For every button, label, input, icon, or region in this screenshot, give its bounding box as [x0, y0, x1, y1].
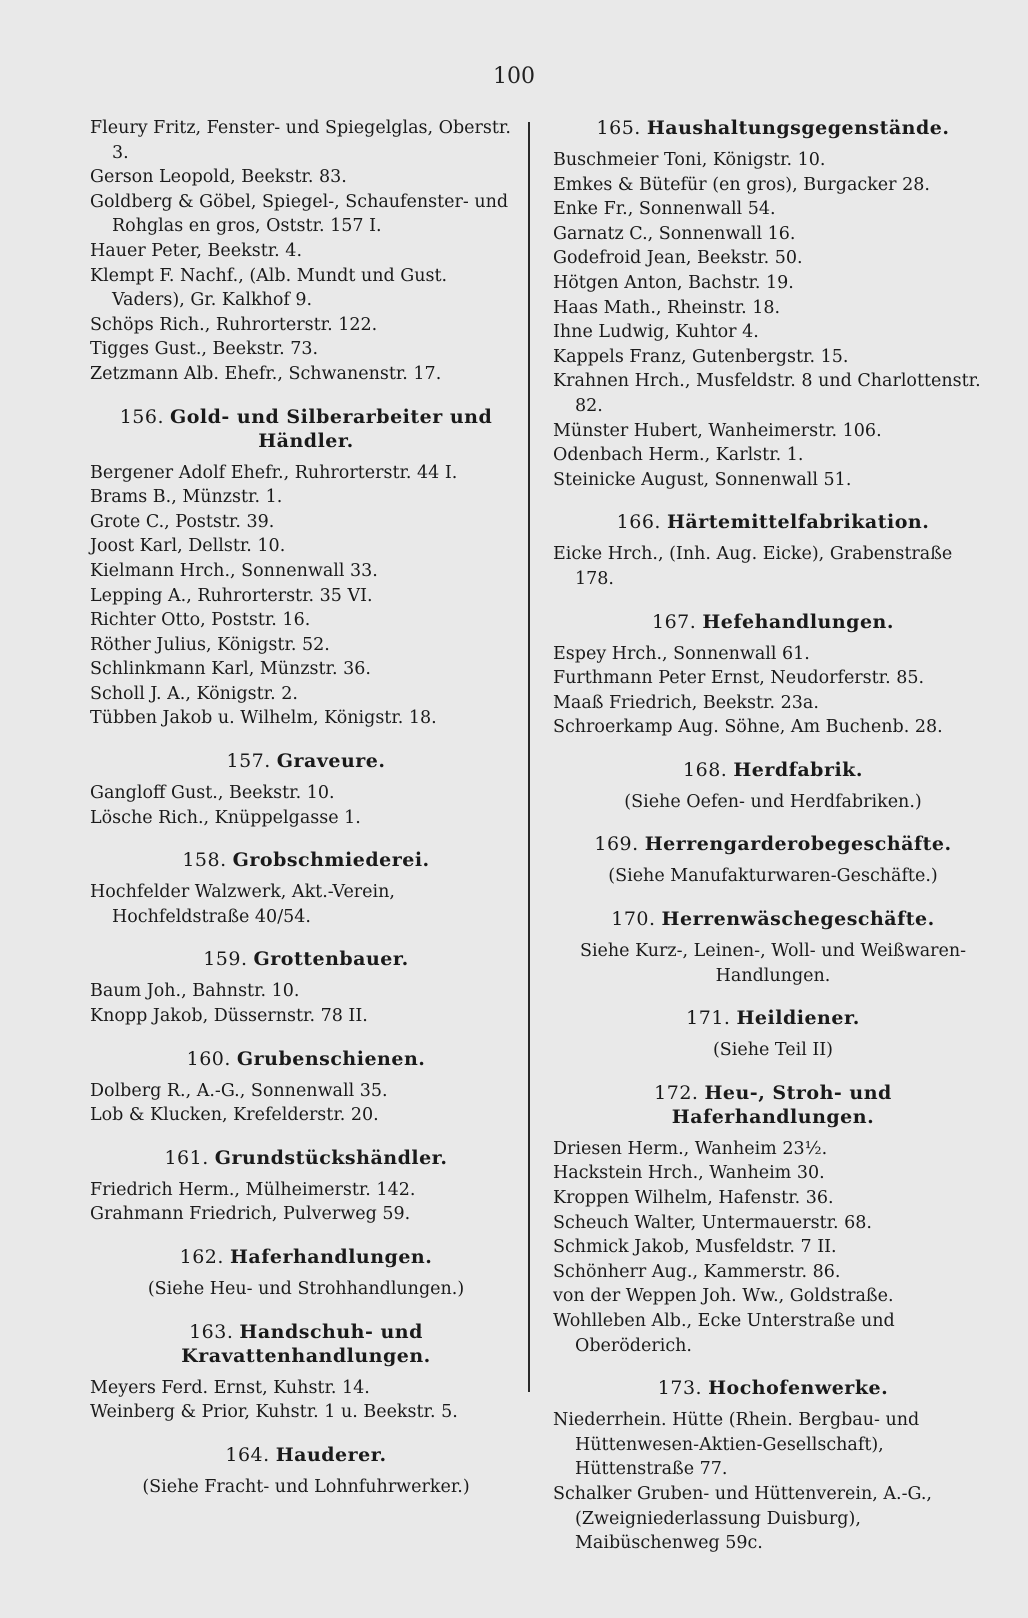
directory-entry: von der Weppen Joh. Ww., Goldstraße.: [553, 1286, 894, 1307]
directory-entry: Niederrhein. Hütte (Rhein. Bergbau- und Hüttenwesen-Aktien-Gesellschaft), Hüttenstraße 77.: [553, 1410, 920, 1480]
section-title: Graveure.: [276, 750, 386, 773]
column-divider: [528, 122, 530, 1392]
section-number: 164.: [225, 1443, 270, 1466]
section-heading: [553, 907, 993, 931]
section-heading: [553, 832, 993, 856]
section-heading: [90, 1245, 522, 1269]
right-column: [553, 116, 993, 1556]
section-title: Herrenwäschegeschäfte.: [661, 908, 935, 931]
section-title: Haferhandlungen.: [229, 1246, 433, 1268]
directory-entry: Garnatz C., Sonnenwall 16.: [553, 223, 796, 244]
directory-entry: Lepping A., Ruhrorterstr. 35 VI.: [90, 585, 373, 606]
section-heading: [553, 1376, 993, 1400]
section-title: Hefehandlungen.: [702, 610, 894, 633]
section-title: Heu-, Stroh- und Haferhandlungen.: [671, 1081, 892, 1128]
section-number: 159.: [203, 948, 248, 971]
directory-entry: Grote C., Poststr. 39.: [90, 511, 275, 532]
left-column: [90, 116, 522, 1501]
section-note: (Siehe Manufakturwaren-Geschäfte.): [608, 866, 938, 887]
section-heading: [553, 610, 993, 634]
directory-entry: Baum Joh., Bahnstr. 10.: [90, 981, 300, 1002]
page-number: 100: [493, 64, 535, 89]
section-note: (Siehe Oefen- und Herdfabriken.): [624, 791, 922, 812]
directory-entry: Steinicke August, Sonnenwall 51.: [553, 469, 852, 490]
directory-entry: Bergener Adolf Ehefr., Ruhrorterstr. 44 I.: [90, 462, 458, 483]
section-heading: [553, 510, 993, 534]
directory-entry: Hochfelder Walzwerk, Akt.-Verein, Hochfeldstraße 40/54.: [90, 882, 395, 927]
section-number: 162.: [179, 1246, 224, 1268]
section-number: 157.: [226, 750, 271, 773]
section-heading: [553, 1006, 993, 1030]
directory-entry: Friedrich Herm., Mülheimerstr. 142.: [90, 1179, 416, 1200]
section-number: 166.: [616, 511, 661, 534]
directory-entry: Maaß Friedrich, Beekstr. 23a.: [553, 692, 819, 713]
directory-entry: Knopp Jakob, Düssernstr. 78 II.: [90, 1006, 368, 1027]
directory-entry: Buschmeier Toni, Königstr. 10.: [553, 150, 826, 170]
section-note: (Siehe Fracht- und Lohnfuhrwerker.): [142, 1476, 470, 1497]
directory-entry: Schroerkamp Aug. Söhne, Am Buchenb. 28.: [553, 717, 943, 738]
directory-entry: Klempt F. Nachf., (Alb. Mundt und Gust. Vaders), Gr. Kalkhof 9.: [90, 265, 448, 311]
section-title: Härtemittelfabrikation.: [666, 511, 930, 534]
section-number: 173.: [657, 1377, 703, 1400]
section-heading: [90, 405, 522, 453]
section-title: Herrengarderobegeschäfte.: [644, 833, 952, 856]
section-title: Handschuh- und Kravattenhandlungen.: [181, 1320, 431, 1367]
directory-entry: Schöps Rich., Ruhrorterstr. 122.: [90, 314, 378, 335]
directory-entry: Meyers Ferd. Ernst, Kuhstr. 14.: [90, 1377, 370, 1398]
directory-entry: Odenbach Herm., Karlstr. 1.: [553, 445, 804, 466]
section-number: 170.: [611, 908, 656, 931]
directory-entry: Scholl J. A., Königstr. 2.: [90, 683, 298, 704]
section-heading: [90, 848, 522, 872]
directory-entry: Lösche Rich., Knüppelgasse 1.: [90, 807, 361, 828]
section-title: Grobschmiederei.: [232, 849, 430, 872]
directory-entry: Dolberg R., A.-G., Sonnenwall 35.: [90, 1080, 388, 1101]
directory-entry: Ihne Ludwig, Kuhtor 4.: [553, 322, 759, 343]
directory-entry: Goldberg & Göbel, Spiegel-, Schaufenster- und Rohglas en gros, Oststr. 157 I.: [90, 191, 509, 237]
section-heading: [90, 1320, 522, 1368]
section-number: 158.: [182, 849, 227, 872]
section-heading: [553, 758, 993, 782]
section-number: 172.: [654, 1081, 699, 1104]
directory-entry: Grahmann Friedrich, Pulverweg 59.: [90, 1204, 411, 1225]
section-number: 165.: [596, 117, 641, 139]
directory-entry: Haas Math., Rheinstr. 18.: [553, 297, 781, 318]
directory-entry: Lob & Klucken, Krefelderstr. 20.: [90, 1105, 379, 1126]
directory-entry: Zetzmann Alb. Ehefr., Schwanenstr. 17.: [90, 363, 442, 384]
directory-entry: Driesen Herm., Wanheim 23½.: [553, 1138, 828, 1159]
section-number: 168.: [683, 758, 728, 781]
section-title: Hauderer.: [275, 1443, 387, 1466]
section-heading: [90, 1146, 522, 1170]
section-heading: [90, 749, 522, 773]
section-number: 161.: [164, 1146, 209, 1169]
directory-entry: Kroppen Wilhelm, Hafenstr. 36.: [553, 1188, 834, 1209]
directory-entry: Röther Julius, Königstr. 52.: [90, 634, 330, 655]
directory-entry: Eicke Hrch., (Inh. Aug. Eicke), Grabenstraße 178.: [553, 544, 953, 589]
directory-entry: Scheuch Walter, Untermauerstr. 68.: [553, 1212, 872, 1233]
directory-entry: Schalker Gruben- und Hüttenverein, A.-G., (Zweigniederlassung Duisburg), Maibüschenweg 59c.: [553, 1483, 932, 1554]
directory-entry: Münster Hubert, Wanheimerstr. 106.: [553, 420, 882, 441]
section-number: 167.: [652, 610, 697, 633]
section-heading: [90, 1443, 522, 1467]
directory-entry: Richter Otto, Poststr. 16.: [90, 610, 311, 631]
section-title: Grundstückshändler.: [214, 1146, 448, 1169]
section-title: Haushaltungsgegenstände.: [646, 117, 950, 139]
directory-entry: Tübben Jakob u. Wilhelm, Königstr. 18.: [90, 708, 437, 729]
directory-entry: Espey Hrch., Sonnenwall 61.: [553, 643, 810, 664]
section-note: (Siehe Teil II): [712, 1040, 834, 1061]
directory-entry: Hötgen Anton, Bachstr. 19.: [553, 272, 794, 293]
section-heading: [553, 116, 993, 140]
directory-entry: Enke Fr., Sonnenwall 54.: [553, 199, 776, 220]
section-number: 160.: [186, 1047, 231, 1070]
section-heading: [90, 947, 522, 971]
section-note: (Siehe Heu- und Strohhandlungen.): [147, 1279, 465, 1299]
directory-entry: Godefroid Jean, Beekstr. 50.: [553, 248, 803, 269]
section-number: 169.: [594, 833, 639, 856]
directory-entry: Fleury Fritz, Fenster- und Spiegelglas, Oberstr. 3.: [90, 118, 511, 163]
directory-entry: Joost Karl, Dellstr. 10.: [90, 536, 286, 557]
directory-entry: Tigges Gust., Beekstr. 73.: [90, 339, 319, 360]
section-title: Grottenbauer.: [253, 948, 409, 971]
section-title: Grubenschienen.: [236, 1047, 426, 1070]
section-title: Herdfabrik.: [733, 758, 863, 781]
section-number: 163.: [189, 1320, 234, 1343]
directory-entry: Wohlleben Alb., Ecke Unterstraße und Oberöderich.: [553, 1311, 895, 1356]
directory-entry: Krahnen Hrch., Musfeldstr. 8 und Charlottenstr. 82.: [553, 371, 981, 416]
directory-entry: Brams B., Münzstr. 1.: [90, 487, 283, 508]
section-number: 156.: [119, 405, 164, 428]
directory-entry: Hackstein Hrch., Wanheim 30.: [553, 1163, 825, 1184]
directory-entry: Kielmann Hrch., Sonnenwall 33.: [90, 560, 378, 581]
section-heading: [553, 1081, 993, 1129]
directory-entry: Kappels Franz, Gutenbergstr. 15.: [553, 346, 849, 367]
directory-entry: Furthmann Peter Ernst, Neudorferstr. 85.: [553, 668, 925, 689]
section-title: Heildiener.: [736, 1007, 860, 1030]
section-title: Hochofenwerke.: [708, 1377, 889, 1400]
section-heading: [90, 1047, 522, 1071]
directory-entry: Schlinkmann Karl, Münzstr. 36.: [90, 659, 371, 680]
section-number: 171.: [686, 1007, 731, 1030]
directory-entry: Gangloff Gust., Beekstr. 10.: [90, 783, 335, 804]
directory-entry: Hauer Peter, Beekstr. 4.: [90, 240, 303, 261]
directory-entry: Gerson Leopold, Beekstr. 83.: [90, 167, 347, 188]
directory-entry: Emkes & Bütefür (en gros), Burgacker 28.: [553, 174, 930, 195]
section-note: Siehe Kurz-, Leinen-, Woll- und Weißwaren-Handlungen.: [579, 941, 967, 986]
directory-entry: Schönherr Aug., Kammerstr. 86.: [553, 1261, 841, 1282]
directory-entry: Schmick Jakob, Musfeldstr. 7 II.: [553, 1237, 837, 1258]
directory-entry: Weinberg & Prior, Kuhstr. 1 u. Beekstr. 5.: [90, 1402, 458, 1423]
section-title: Gold- und Silberarbeiter und Händler.: [170, 405, 493, 452]
